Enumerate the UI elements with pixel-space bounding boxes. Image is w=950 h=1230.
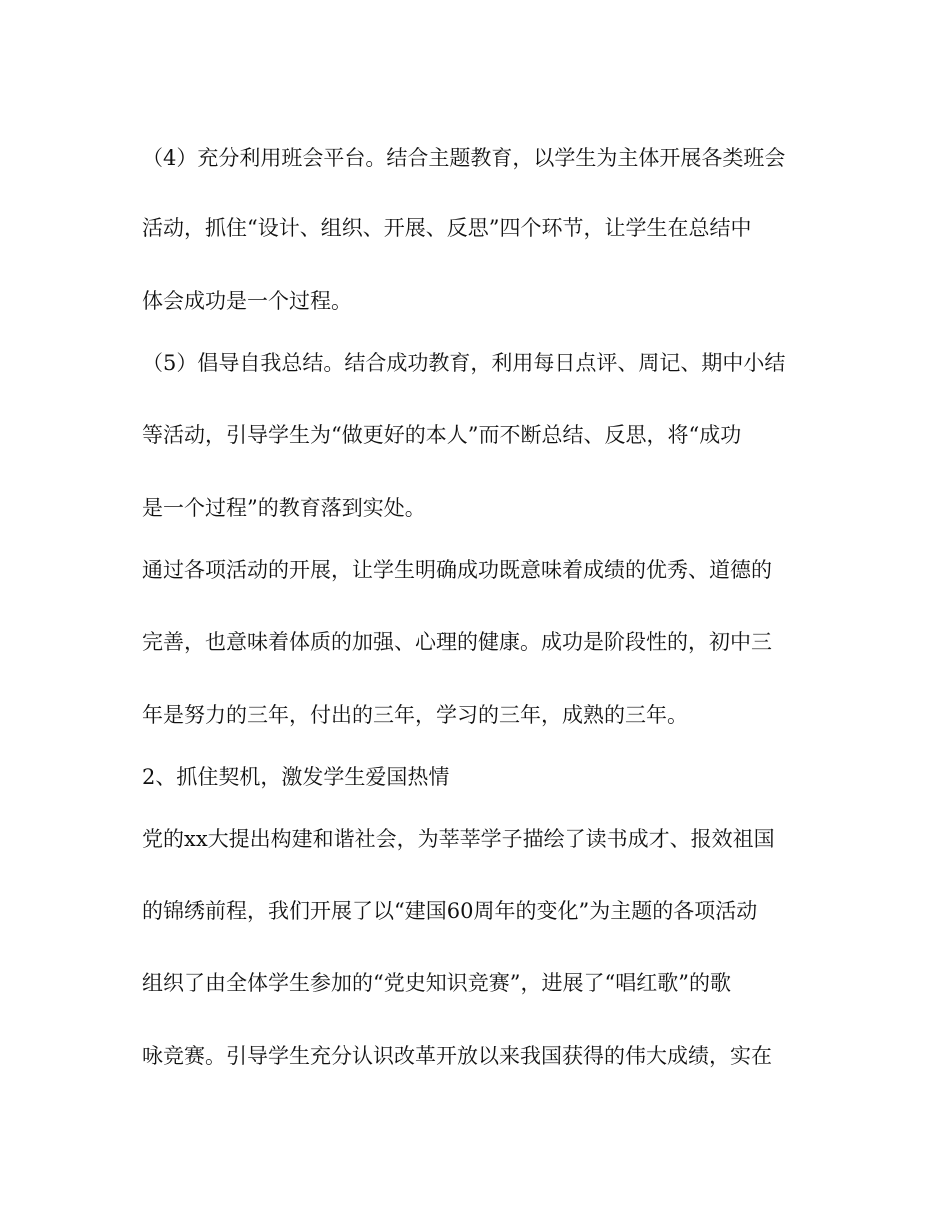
text-line-11: 党的xx大提出构建和谐社会，为莘莘学子描绘了读书成才、报效祖国 [142,827,775,851]
text-line-1: （4）充分利用班会平台。结合主题教育，以学生为主体开展各类班会 [142,146,786,170]
text-line-9: 年是努力的三年，付出的三年，学习的三年，成熟的三年。 [142,703,688,727]
text-line-6: 是一个过程”的教育落到实处。 [142,496,426,520]
text-line-5: 等活动，引导学生为“做更好的本人”而不断总结、反思，将“成功 [142,423,742,447]
text-line-12: 的锦绣前程，我们开展了以“建国60周年的变化”为主题的各项活动 [142,899,758,923]
text-line-14: 咏竞赛。引导学生充分认识改革开放以来我国获得的伟大成绩，实在 [142,1044,772,1068]
text-line-13: 组织了由全体学生参加的“党史知识竞赛”，进展了“唱红歌”的歌 [142,971,731,995]
text-line-7: 通过各项活动的开展，让学生明确成功既意味着成绩的优秀、道德的 [142,558,772,582]
section-heading: 2、抓住契机，激发学生爱国热情 [142,765,450,789]
text-line-2: 活动，抓住“设计、组织、开展、反思”四个环节，让学生在总结中 [142,216,752,240]
text-line-3: 体会成功是一个过程。 [142,289,352,313]
text-line-8: 完善，也意味着体质的加强、心理的健康。成功是阶段性的，初中三 [142,630,772,654]
text-line-4: （5）倡导自我总结。结合成功教育，利用每日点评、周记、期中小结 [142,351,786,375]
